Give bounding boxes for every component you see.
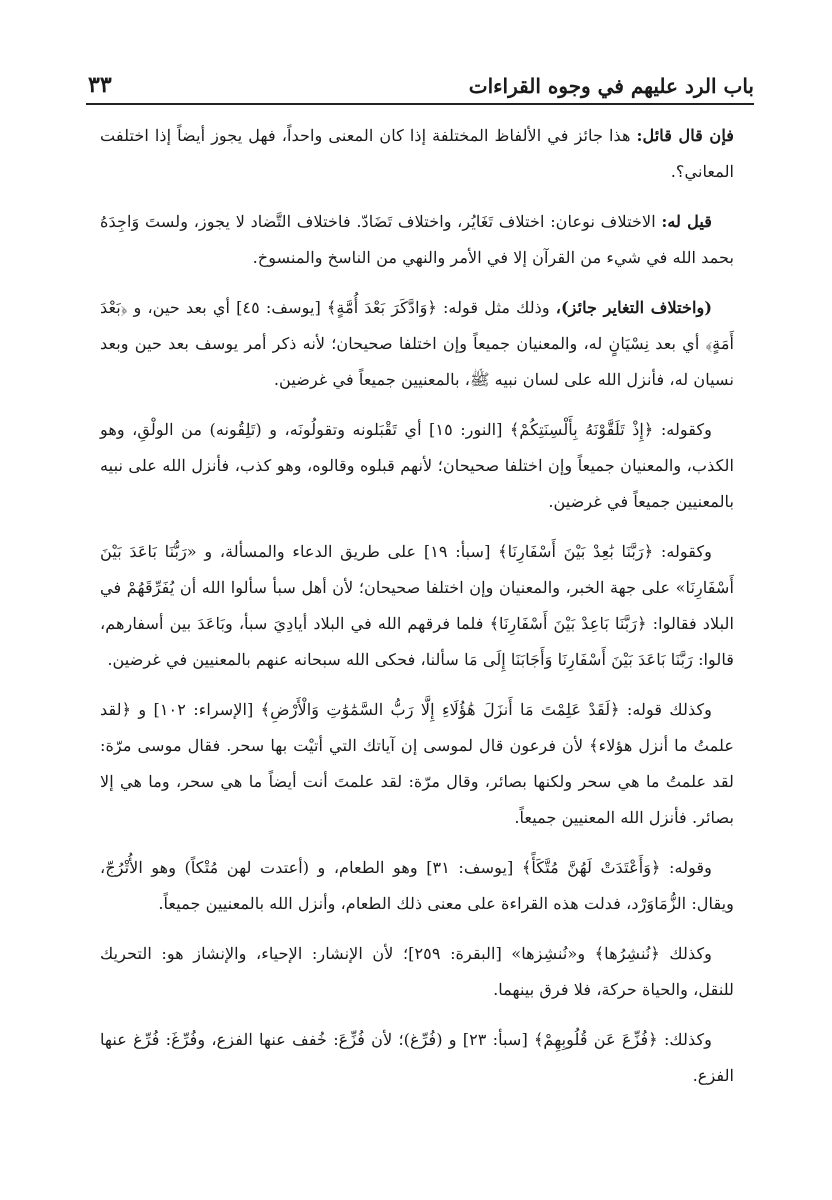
paragraph <box>100 118 734 190</box>
paragraph-text: وذلك مثل قوله: ﴿وَادَّكَرَ بَعْدَ أُمَّةٍ﴾ [يوسف: ٤٥] أي بعد حين، و ﴿بَعْدَ أَمَةٍ﴾ أي بعد نِسْيَانٍ له، والمعنيان جميعاً وإن اختلفا صحيحان؛ لأنه ذكر أمر يوسف بعد حين وبعد نسيان له، فأنزل الله على لسان نبيه ﷺ، بالمعنيين جميعاً في غرضين. <box>100 298 734 389</box>
paragraph-text: وكذلك قوله: ﴿لَقَدْ عَلِمْتَ مَا أَنزَلَ هَٰؤُلَاءِ إِلَّا رَبُّ السَّمَٰوَٰتِ وَالْأَرْضِ﴾ [الإسراء: ١٠٢] و ﴿لقد علمتُ ما أنزل هؤلاء﴾ لأن فرعون قال لموسى إن آياتك التي أتيْت بها سحر. فقال موسى مرّة: لقد علمتُ ما هي سحر ولكنها بصائر، وقال مرّة: لقد علمتَ أنت أيضاً ما هي سحر، وما هي إلا بصائر. فأنزل الله المعنيين جميعاً. <box>100 700 734 827</box>
paragraph <box>100 290 734 398</box>
paragraph-text: وكقوله: ﴿رَبَّنَا بَٰعِدْ بَيْنَ أَسْفَارِنَا﴾ [سبأ: ١٩] على طريق الدعاء والمسألة، و «رَبُّنَا بَاعَدَ بَيْنَ أَسْفَارِنَا» على جهة الخبر، والمعنيان وإن اختلفا صحيحان؛ لأن أهل سبأ سألوا الله أن يُفَرِّقَهُمْ في البلاد فقالوا: ﴿رَبَّنَا بَاعِدْ بَيْنَ أَسْفَارِنَا﴾ فلما فرقهم الله في البلاد أيادِيَ سبأ، وبَاعَدَ بين أسفارهم، قالوا: رَبَّنَا بَاعَدَ بَيْنَ أَسْفَارِنَا وَأَجَابَنَا إِلَى مَا سألنا، فحكى الله سبحانه عنهم بالمعنيين في غرضين. <box>100 542 734 669</box>
paragraph-lead: (واختلاف التغاير جائز)، <box>555 298 712 317</box>
paragraph-lead: قيل له: <box>661 212 712 231</box>
paragraph <box>100 204 734 276</box>
page-body <box>100 118 734 1180</box>
paragraph <box>100 1022 734 1094</box>
paragraph <box>100 534 734 678</box>
paragraph-text: وكقوله: ﴿إِذْ تَلَقَّوْنَهُ بِأَلْسِنَتِكُمْ﴾ [النور: ١٥] أي تَقْبَلونه وتقولُونَه، و (تَلِقُونه) من الولْقِ، وهو الكذب، والمعنيان جميعاً وإن اختلفا صحيحان؛ لأنهم قبلوه وقالوه، وهو كذب، فأنزل الله على نبيه بالمعنيين جميعاً في غرضين. <box>100 420 734 511</box>
paragraph-lead: فإن قال قائل: <box>636 126 734 145</box>
paragraph-text: وكذلك: ﴿فُزِّعَ عَن قُلُوبِهِمْ﴾ [سبأ: ٢٣] و (فُرِّغ)؛ لأن فُزِّعَ: خُفف عنها الفزع، وفُرِّغَ: فُرِّغ عنها الفزع. <box>100 1030 734 1085</box>
header-rule <box>86 103 754 105</box>
paragraph-text: الاختلاف نوعان: اختلاف تَغَايُر، واختلاف تَضَادّ. فاختلاف التَّضاد لا يجوز، ولستَ وَاجِدَهُ بحمد الله في شيء من القرآن إلا في الأمر والنهي من الناسخ والمنسوخ. <box>100 212 734 267</box>
page-number: ٣٣ <box>88 72 112 98</box>
paragraph <box>100 936 734 1008</box>
paragraph <box>100 692 734 836</box>
paragraph-text: وقوله: ﴿وَأَعْتَدَتْ لَهُنَّ مُتَّكَأً﴾ [يوسف: ٣١] وهو الطعام، و (أعتدت لهن مُتْكاً) وهو الأُتْرُجّ، ويقال: الزُّمَاوَرْد، فدلت هذه القراءة على معنى ذلك الطعام، وأنزل الله بالمعنيين جميعاً. <box>100 858 734 913</box>
chapter-title: باب الرد عليهم في وجوه القراءات <box>468 74 754 98</box>
paragraph-text: وكذلك ﴿نُنشِرُها﴾ و«نُنشِزها» [البقرة: ٢٥٩]؛ لأن الإنشار: الإحياء، والإنشاز هو: التحريك للنقل، والحياة حركة، فلا فرق بينهما. <box>100 944 734 999</box>
running-header <box>88 58 754 98</box>
paragraph-text: هذا جائز في الألفاظ المختلفة إذا كان المعنى واحداً، فهل يجوز أيضاً إذا اختلفت المعاني؟. <box>100 126 734 181</box>
paragraph <box>100 850 734 922</box>
paragraph <box>100 412 734 520</box>
